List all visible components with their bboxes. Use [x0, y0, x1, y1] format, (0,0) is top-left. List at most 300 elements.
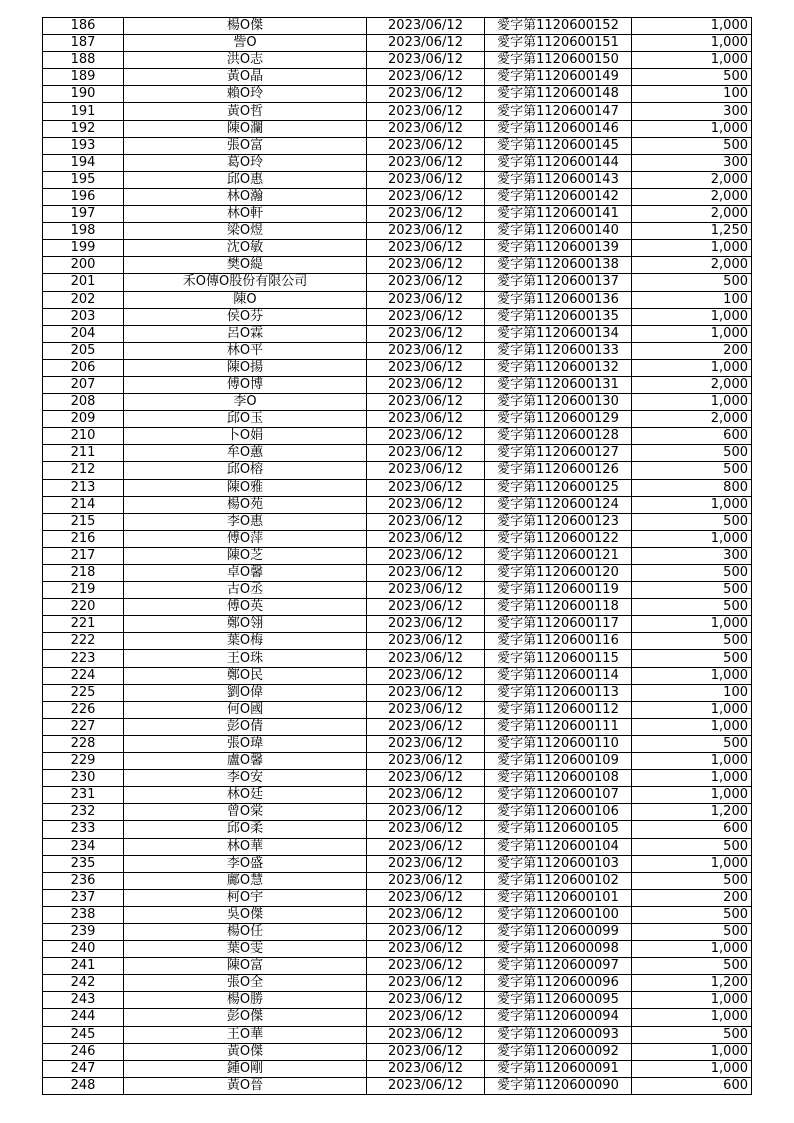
table-row: [43, 1009, 752, 1026]
row-number: 226: [43, 701, 124, 718]
donation-amount: 300: [632, 547, 752, 564]
donor-name: 林O軒: [124, 206, 367, 223]
table-row: [43, 1077, 752, 1094]
donation-amount: 500: [632, 650, 752, 667]
row-number: 203: [43, 308, 124, 325]
table-row: [43, 701, 752, 718]
donor-name: 鄭O民: [124, 667, 367, 684]
table-row: [43, 958, 752, 975]
table-row: [43, 838, 752, 855]
receipt-number: 愛字第1120600096: [485, 975, 632, 992]
donation-amount: 1,000: [632, 325, 752, 342]
table-row: [43, 975, 752, 992]
donor-name: 陳O瀾: [124, 120, 367, 137]
row-number: 237: [43, 889, 124, 906]
table-row: [43, 650, 752, 667]
donor-name: 傅O英: [124, 599, 367, 616]
receipt-number: 愛字第1120600101: [485, 889, 632, 906]
donation-date: 2023/06/12: [367, 1043, 485, 1060]
row-number: 213: [43, 479, 124, 496]
receipt-number: 愛字第1120600103: [485, 855, 632, 872]
donation-amount: 500: [632, 633, 752, 650]
donation-amount: 1,000: [632, 52, 752, 69]
table-row: [43, 35, 752, 52]
row-number: 189: [43, 69, 124, 86]
donation-date: 2023/06/12: [367, 975, 485, 992]
table-row: [43, 1043, 752, 1060]
donor-name: 卜O娟: [124, 428, 367, 445]
donor-name: 陳O富: [124, 958, 367, 975]
receipt-number: 愛字第1120600105: [485, 821, 632, 838]
donation-amount: 1,000: [632, 992, 752, 1009]
donor-name: 盧O馨: [124, 753, 367, 770]
donation-amount: 2,000: [632, 376, 752, 393]
donation-date: 2023/06/12: [367, 701, 485, 718]
donation-amount: 500: [632, 1026, 752, 1043]
donation-date: 2023/06/12: [367, 804, 485, 821]
donation-date: 2023/06/12: [367, 599, 485, 616]
receipt-number: 愛字第1120600141: [485, 206, 632, 223]
receipt-number: 愛字第1120600121: [485, 547, 632, 564]
receipt-number: 愛字第1120600098: [485, 941, 632, 958]
table-row: [43, 513, 752, 530]
row-number: 219: [43, 582, 124, 599]
donation-date: 2023/06/12: [367, 308, 485, 325]
receipt-number: 愛字第1120600140: [485, 223, 632, 240]
table-row: [43, 821, 752, 838]
table-row: [43, 1060, 752, 1077]
donation-date: 2023/06/12: [367, 872, 485, 889]
donor-name: 曾O棠: [124, 804, 367, 821]
donation-date: 2023/06/12: [367, 770, 485, 787]
donation-date: 2023/06/12: [367, 376, 485, 393]
table-row: [43, 787, 752, 804]
row-number: 220: [43, 599, 124, 616]
table-row: [43, 889, 752, 906]
donation-date: 2023/06/12: [367, 992, 485, 1009]
table-row: [43, 52, 752, 69]
row-number: 206: [43, 359, 124, 376]
donation-amount: 300: [632, 154, 752, 171]
row-number: 188: [43, 52, 124, 69]
table-row: [43, 86, 752, 103]
row-number: 216: [43, 530, 124, 547]
donation-amount: 2,000: [632, 171, 752, 188]
receipt-number: 愛字第1120600118: [485, 599, 632, 616]
donation-amount: 100: [632, 86, 752, 103]
receipt-number: 愛字第1120600133: [485, 342, 632, 359]
table-row: [43, 325, 752, 342]
donation-date: 2023/06/12: [367, 479, 485, 496]
row-number: 235: [43, 855, 124, 872]
row-number: 242: [43, 975, 124, 992]
donor-name: 林O廷: [124, 787, 367, 804]
donation-date: 2023/06/12: [367, 821, 485, 838]
row-number: 209: [43, 411, 124, 428]
donation-amount: 1,000: [632, 359, 752, 376]
row-number: 223: [43, 650, 124, 667]
donation-amount: 1,000: [632, 667, 752, 684]
row-number: 212: [43, 462, 124, 479]
row-number: 194: [43, 154, 124, 171]
donor-name: 鍾O剛: [124, 1060, 367, 1077]
row-number: 239: [43, 923, 124, 940]
donor-name: 楊O傑: [124, 18, 367, 35]
donation-date: 2023/06/12: [367, 1077, 485, 1094]
donation-amount: 200: [632, 342, 752, 359]
row-number: 222: [43, 633, 124, 650]
donation-date: 2023/06/12: [367, 718, 485, 735]
receipt-number: 愛字第1120600129: [485, 411, 632, 428]
row-number: 197: [43, 206, 124, 223]
donation-amount: 1,000: [632, 770, 752, 787]
donor-name: 邱O玉: [124, 411, 367, 428]
donor-name: 古O丞: [124, 582, 367, 599]
table-row: [43, 394, 752, 411]
donation-date: 2023/06/12: [367, 906, 485, 923]
donation-date: 2023/06/12: [367, 428, 485, 445]
donor-name: 王O華: [124, 1026, 367, 1043]
receipt-number: 愛字第1120600128: [485, 428, 632, 445]
donation-amount: 1,000: [632, 496, 752, 513]
donor-name: 吳O傑: [124, 906, 367, 923]
donor-name: 張O瑋: [124, 735, 367, 752]
donation-date: 2023/06/12: [367, 35, 485, 52]
donation-amount: 2,000: [632, 206, 752, 223]
row-number: 210: [43, 428, 124, 445]
row-number: 215: [43, 513, 124, 530]
donor-name: 邱O惠: [124, 171, 367, 188]
table-row: [43, 599, 752, 616]
donation-date: 2023/06/12: [367, 137, 485, 154]
receipt-number: 愛字第1120600091: [485, 1060, 632, 1077]
receipt-number: 愛字第1120600136: [485, 291, 632, 308]
receipt-number: 愛字第1120600095: [485, 992, 632, 1009]
row-number: 244: [43, 1009, 124, 1026]
donation-date: 2023/06/12: [367, 565, 485, 582]
receipt-number: 愛字第1120600108: [485, 770, 632, 787]
donation-date: 2023/06/12: [367, 889, 485, 906]
receipt-number: 愛字第1120600150: [485, 52, 632, 69]
donation-date: 2023/06/12: [367, 530, 485, 547]
receipt-number: 愛字第1120600116: [485, 633, 632, 650]
donor-name: 侯O芬: [124, 308, 367, 325]
donor-name: 洪O志: [124, 52, 367, 69]
row-number: 241: [43, 958, 124, 975]
row-number: 243: [43, 992, 124, 1009]
receipt-number: 愛字第1120600146: [485, 120, 632, 137]
table-row: [43, 872, 752, 889]
donation-date: 2023/06/12: [367, 69, 485, 86]
donation-date: 2023/06/12: [367, 18, 485, 35]
donation-amount: 1,000: [632, 240, 752, 257]
donor-name: 黃O晉: [124, 1077, 367, 1094]
table-row: [43, 667, 752, 684]
donor-name: 李O惠: [124, 513, 367, 530]
donor-name: 陳O芝: [124, 547, 367, 564]
donation-amount: 1,000: [632, 394, 752, 411]
donation-date: 2023/06/12: [367, 855, 485, 872]
receipt-number: 愛字第1120600145: [485, 137, 632, 154]
donation-date: 2023/06/12: [367, 1009, 485, 1026]
receipt-number: 愛字第1120600127: [485, 445, 632, 462]
donor-name: 邱O榕: [124, 462, 367, 479]
row-number: 187: [43, 35, 124, 52]
table-row: [43, 240, 752, 257]
donation-amount: 600: [632, 428, 752, 445]
row-number: 245: [43, 1026, 124, 1043]
donor-name: 陳O揚: [124, 359, 367, 376]
receipt-number: 愛字第1120600100: [485, 906, 632, 923]
donation-date: 2023/06/12: [367, 462, 485, 479]
table-row: [43, 188, 752, 205]
table-row: [43, 906, 752, 923]
receipt-number: 愛字第1120600134: [485, 325, 632, 342]
donation-date: 2023/06/12: [367, 325, 485, 342]
donor-name: 林O平: [124, 342, 367, 359]
table-row: [43, 137, 752, 154]
receipt-number: 愛字第1120600152: [485, 18, 632, 35]
row-number: 196: [43, 188, 124, 205]
receipt-number: 愛字第1120600124: [485, 496, 632, 513]
donation-date: 2023/06/12: [367, 958, 485, 975]
donation-amount: 1,000: [632, 308, 752, 325]
row-number: 238: [43, 906, 124, 923]
donor-name: 林O瀚: [124, 188, 367, 205]
row-number: 205: [43, 342, 124, 359]
donation-amount: 2,000: [632, 257, 752, 274]
table-row: [43, 359, 752, 376]
table-row: [43, 547, 752, 564]
table-row: [43, 923, 752, 940]
receipt-number: 愛字第1120600151: [485, 35, 632, 52]
table-row: [43, 633, 752, 650]
receipt-number: 愛字第1120600132: [485, 359, 632, 376]
row-number: 229: [43, 753, 124, 770]
donation-amount: 500: [632, 582, 752, 599]
donation-date: 2023/06/12: [367, 223, 485, 240]
donation-amount: 500: [632, 137, 752, 154]
donation-amount: 500: [632, 735, 752, 752]
donation-amount: 500: [632, 923, 752, 940]
table-row: [43, 257, 752, 274]
donor-name: 張O全: [124, 975, 367, 992]
donation-amount: 2,000: [632, 188, 752, 205]
donation-date: 2023/06/12: [367, 513, 485, 530]
donation-date: 2023/06/12: [367, 650, 485, 667]
donor-name: 傅O博: [124, 376, 367, 393]
receipt-number: 愛字第1120600119: [485, 582, 632, 599]
donor-name: 賴O玲: [124, 86, 367, 103]
row-number: 192: [43, 120, 124, 137]
donor-name: 楊O苑: [124, 496, 367, 513]
donation-amount: 1,200: [632, 804, 752, 821]
receipt-number: 愛字第1120600149: [485, 69, 632, 86]
donation-amount: 1,250: [632, 223, 752, 240]
table-row: [43, 291, 752, 308]
row-number: 198: [43, 223, 124, 240]
table-row: [43, 18, 752, 35]
table-row: [43, 274, 752, 291]
donation-date: 2023/06/12: [367, 616, 485, 633]
row-number: 204: [43, 325, 124, 342]
donation-amount: 1,000: [632, 616, 752, 633]
table-row: [43, 171, 752, 188]
donation-amount: 1,000: [632, 701, 752, 718]
row-number: 217: [43, 547, 124, 564]
table-row: [43, 120, 752, 137]
table-row: [43, 1026, 752, 1043]
receipt-number: 愛字第1120600114: [485, 667, 632, 684]
table-row: [43, 223, 752, 240]
donation-date: 2023/06/12: [367, 342, 485, 359]
donor-name: 李O: [124, 394, 367, 411]
donation-date: 2023/06/12: [367, 684, 485, 701]
donation-date: 2023/06/12: [367, 411, 485, 428]
row-number: 191: [43, 103, 124, 120]
donation-date: 2023/06/12: [367, 1060, 485, 1077]
receipt-number: 愛字第1120600110: [485, 735, 632, 752]
donation-amount: 2,000: [632, 411, 752, 428]
donation-amount: 300: [632, 103, 752, 120]
donation-date: 2023/06/12: [367, 941, 485, 958]
donor-name: 葉O雯: [124, 941, 367, 958]
receipt-number: 愛字第1120600130: [485, 394, 632, 411]
donor-name: 黃O傑: [124, 1043, 367, 1060]
receipt-number: 愛字第1120600117: [485, 616, 632, 633]
row-number: 208: [43, 394, 124, 411]
donor-name: 沈O敏: [124, 240, 367, 257]
receipt-number: 愛字第1120600115: [485, 650, 632, 667]
receipt-number: 愛字第1120600092: [485, 1043, 632, 1060]
table-row: [43, 206, 752, 223]
row-number: 224: [43, 667, 124, 684]
donation-amount: 500: [632, 906, 752, 923]
table-row: [43, 565, 752, 582]
table-row: [43, 445, 752, 462]
receipt-number: 愛字第1120600144: [485, 154, 632, 171]
row-number: 227: [43, 718, 124, 735]
donation-date: 2023/06/12: [367, 394, 485, 411]
table-row: [43, 616, 752, 633]
receipt-number: 愛字第1120600142: [485, 188, 632, 205]
donor-name: 卓O馨: [124, 565, 367, 582]
row-number: 193: [43, 137, 124, 154]
donor-name: 李O盛: [124, 855, 367, 872]
row-number: 199: [43, 240, 124, 257]
donation-amount: 1,000: [632, 855, 752, 872]
table-row: [43, 718, 752, 735]
receipt-number: 愛字第1120600093: [485, 1026, 632, 1043]
receipt-number: 愛字第1120600112: [485, 701, 632, 718]
donation-amount: 1,000: [632, 718, 752, 735]
donation-date: 2023/06/12: [367, 154, 485, 171]
table-row: [43, 308, 752, 325]
donation-date: 2023/06/12: [367, 1026, 485, 1043]
donation-amount: 500: [632, 462, 752, 479]
row-number: 190: [43, 86, 124, 103]
receipt-number: 愛字第1120600111: [485, 718, 632, 735]
table-row: [43, 496, 752, 513]
donation-amount: 100: [632, 291, 752, 308]
row-number: 221: [43, 616, 124, 633]
row-number: 214: [43, 496, 124, 513]
donation-amount: 800: [632, 479, 752, 496]
donation-amount: 500: [632, 565, 752, 582]
donation-date: 2023/06/12: [367, 171, 485, 188]
donor-name: 牟O蕙: [124, 445, 367, 462]
donor-name: 鄭O翎: [124, 616, 367, 633]
row-number: 230: [43, 770, 124, 787]
table-row: [43, 684, 752, 701]
row-number: 232: [43, 804, 124, 821]
donation-table: [42, 17, 752, 1095]
donation-date: 2023/06/12: [367, 103, 485, 120]
donation-amount: 500: [632, 445, 752, 462]
donation-date: 2023/06/12: [367, 206, 485, 223]
row-number: 202: [43, 291, 124, 308]
donation-amount: 500: [632, 838, 752, 855]
donor-name: 訾O: [124, 35, 367, 52]
donation-amount: 200: [632, 889, 752, 906]
donor-name: 王O珠: [124, 650, 367, 667]
donation-date: 2023/06/12: [367, 291, 485, 308]
donor-name: 劉O偉: [124, 684, 367, 701]
row-number: 236: [43, 872, 124, 889]
donation-date: 2023/06/12: [367, 547, 485, 564]
donation-amount: 500: [632, 274, 752, 291]
donation-amount: 500: [632, 599, 752, 616]
table-row: [43, 103, 752, 120]
donor-name: 楊O勝: [124, 992, 367, 1009]
receipt-number: 愛字第1120600137: [485, 274, 632, 291]
donation-date: 2023/06/12: [367, 633, 485, 650]
table-row: [43, 582, 752, 599]
donor-name: 柯O宇: [124, 889, 367, 906]
receipt-number: 愛字第1120600123: [485, 513, 632, 530]
row-number: 231: [43, 787, 124, 804]
row-number: 247: [43, 1060, 124, 1077]
donation-date: 2023/06/12: [367, 787, 485, 804]
table-row: [43, 411, 752, 428]
row-number: 201: [43, 274, 124, 291]
receipt-number: 愛字第1120600148: [485, 86, 632, 103]
receipt-number: 愛字第1120600109: [485, 753, 632, 770]
donation-amount: 1,000: [632, 1009, 752, 1026]
donation-date: 2023/06/12: [367, 359, 485, 376]
table-row: [43, 428, 752, 445]
donation-amount: 1,000: [632, 120, 752, 137]
donation-date: 2023/06/12: [367, 240, 485, 257]
table-row: [43, 154, 752, 171]
donor-name: 陳O: [124, 291, 367, 308]
table-row: [43, 992, 752, 1009]
table-row: [43, 69, 752, 86]
table-row: [43, 770, 752, 787]
receipt-number: 愛字第1120600107: [485, 787, 632, 804]
donation-amount: 500: [632, 69, 752, 86]
receipt-number: 愛字第1120600094: [485, 1009, 632, 1026]
donor-name: 彭O傑: [124, 1009, 367, 1026]
donation-date: 2023/06/12: [367, 188, 485, 205]
donation-amount: 1,000: [632, 1060, 752, 1077]
receipt-number: 愛字第1120600102: [485, 872, 632, 889]
table-row: [43, 376, 752, 393]
donor-name: 李O安: [124, 770, 367, 787]
receipt-number: 愛字第1120600099: [485, 923, 632, 940]
receipt-number: 愛字第1120600139: [485, 240, 632, 257]
donation-date: 2023/06/12: [367, 257, 485, 274]
